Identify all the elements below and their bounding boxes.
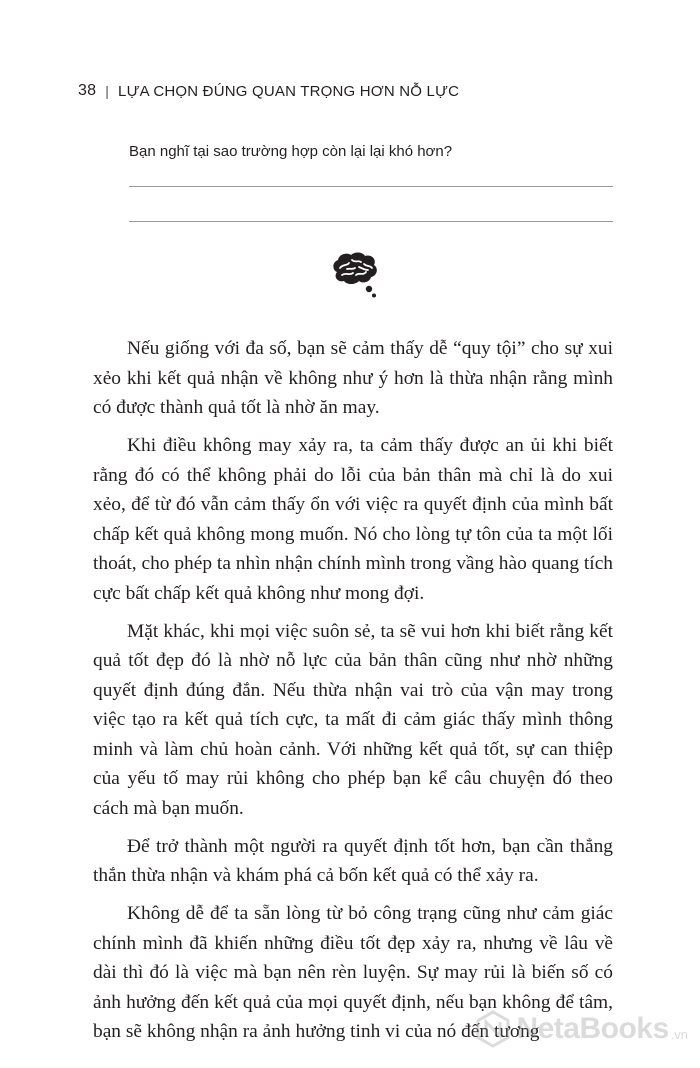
watermark (474, 1010, 688, 1048)
watermark-suffix: .vn (670, 1026, 688, 1042)
body-text (93, 334, 613, 1055)
paragraph: Mặt khác, khi mọi việc suôn sẻ, ta sẽ vui hơn khi biết rằng kết quả tốt đẹp đó là nhờ nỗ lực của bản thân cũng như nhờ những quyết định đúng đắn. Nếu thừa nhận vai trò của vận may trong việc tạo ra kết quả tích cực, ta mất đi cảm giác thấy mình thông minh và làm chủ hoàn cảnh. Với những kết quả tốt, sự can thiệp của yếu tố may rủi không cho phép bạn kể câu chuyện đó theo cách mà bạn muốn. (93, 620, 613, 819)
netabooks-logo-icon (474, 1010, 512, 1048)
chapter-title: LỰA CHỌN ĐÚNG QUAN TRỌNG HƠN NỖ LỰC (118, 82, 460, 100)
answer-line[interactable] (129, 186, 613, 187)
header-separator: | (105, 83, 110, 99)
paragraph: Để trở thành một người ra quyết định tốt hơn, bạn cần thẳng thắn thừa nhận và khám phá cả bốn kết quả có thể xảy ra. (93, 835, 613, 886)
answer-line[interactable] (129, 221, 613, 222)
worksheet-question: Bạn nghĩ tại sao trường hợp còn lại lại khó hơn? (129, 143, 453, 160)
paragraph: Không dễ để ta sẵn lòng từ bỏ công trạng cũng như cảm giác chính mình đã khiến những điều tốt đẹp xảy ra, nhưng về lâu về dài thì đó là việc mà bạn nên rèn luyện. Sự may rủi là biến số có ảnh hưởng đến kết quả của mọi quyết định, nếu bạn không để tâm, bạn sẽ không nhận ra ảnh hưởng tinh vi của nó đến tương (93, 903, 613, 1042)
page-number: 38 (78, 82, 97, 99)
thinking-brain-icon (328, 250, 384, 302)
paragraph: Khi điều không may xảy ra, ta cảm thấy được an ủi khi biết rằng đó có thể không phải do lỗi của bản thân mà chỉ là do xui xẻo, để từ đó vẫn cảm thấy ổn với việc ra quyết định của mình bất chấp kết quả không mong muốn. Nó cho lòng tự tôn của ta một lối thoát, cho phép ta nhìn nhận chính mình trong vầng hào quang tích cực bất chấp kết quả không như mong đợi. (93, 435, 613, 604)
running-header (78, 82, 459, 100)
watermark-brand: NetaBooks (516, 1012, 669, 1045)
paragraph: Nếu giống với đa số, bạn sẽ cảm thấy dễ “quy tội” cho sự xui xẻo khi kết quả nhận về không như ý hơn là thừa nhận rằng mình có được thành quả tốt là nhờ ăn may. (93, 338, 613, 418)
